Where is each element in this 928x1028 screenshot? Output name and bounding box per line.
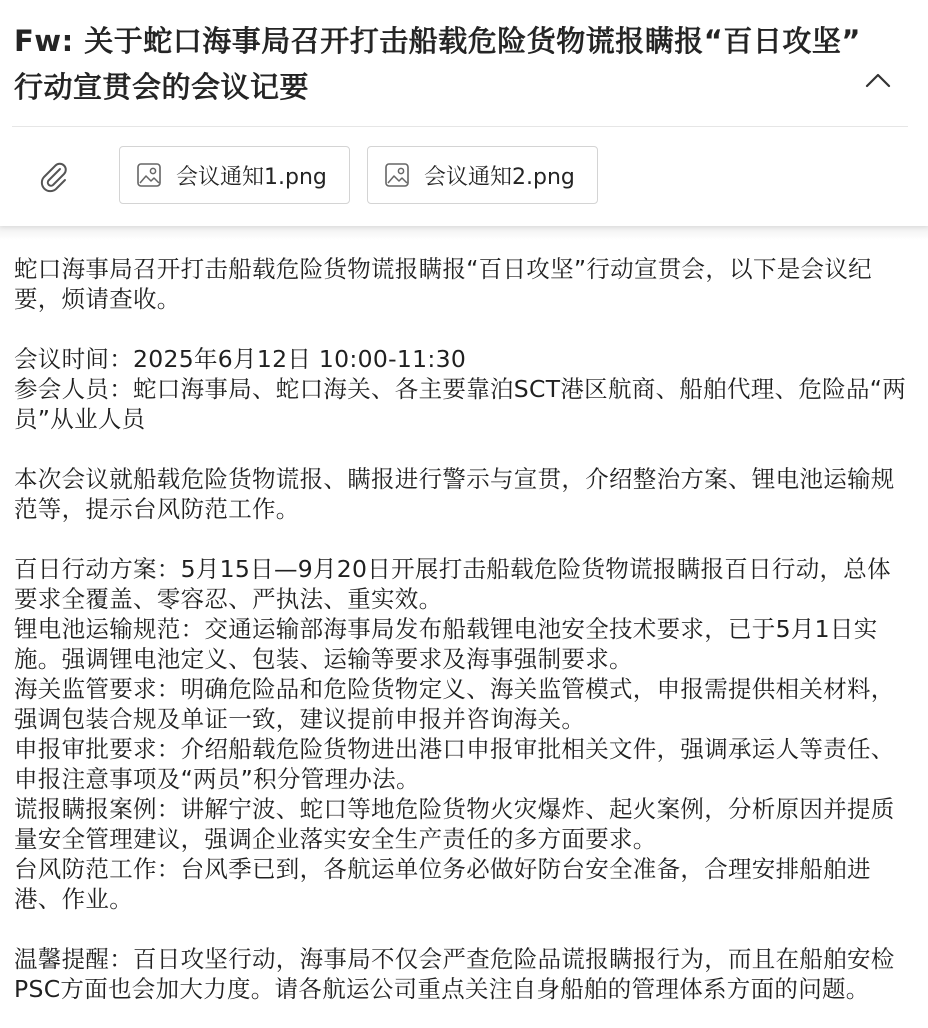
intro-paragraph: 蛇口海事局召开打击船载危险货物谎报瞒报“百日攻坚”行动宣贯会，以下是会议纪要，烦请查收。 (14, 255, 872, 313)
attachments-bar (0, 146, 928, 206)
chevron-up-icon (865, 72, 891, 88)
agenda-item: 百日行动方案：5月15日—9月20日开展打击船载危险货物谎报瞒报百日行动，总体要求全覆盖、零容忍、严执法、重实效。 (14, 555, 891, 613)
agenda-item: 谎报瞒报案例：讲解宁波、蛇口等地危险货物火灾爆炸、起火案例，分析原因并提质量安全管理建议，强调企业落实安全生产责任的多方面要求。 (14, 795, 895, 853)
message-body (14, 254, 914, 1004)
agenda-item: 申报审批要求：介绍船载危险货物进出港口申报审批相关文件，强调承运人等责任、申报注意事项及“两员”积分管理办法。 (14, 735, 895, 793)
image-file-icon (384, 162, 410, 188)
subject-line-2: 行动宣贯会的会议记要 (14, 70, 310, 104)
message-subject (14, 18, 894, 110)
header-divider (12, 126, 908, 127)
paperclip-icon (36, 160, 72, 196)
header-shadow (0, 226, 928, 240)
agenda-item: 海关监管要求：明确危险品和危险货物定义、海关监管模式，申报需提供相关材料，强调包装合规及单证一致，建议提前申报并咨询海关。 (14, 675, 895, 733)
agenda-item: 锂电池运输规范：交通运输部海事局发布船载锂电池安全技术要求，已于5月1日实施。强调锂电池定义、包装、运输等要求及海事强制要求。 (14, 615, 878, 673)
attachment-chip-1[interactable] (119, 146, 350, 204)
image-file-icon (136, 162, 162, 188)
collapse-button[interactable] (858, 62, 898, 98)
summary-paragraph: 本次会议就船载危险货物谎报、瞒报进行警示与宣贯，介绍整治方案、锂电池运输规范等，提示台风防范工作。 (14, 465, 895, 523)
attendees: 参会人员：蛇口海事局、蛇口海关、各主要靠泊SCT港区航商、船舶代理、危险品“两员”从业人员 (14, 375, 907, 433)
attachment-name: 会议通知2.png (424, 164, 575, 190)
attachment-chip-2[interactable] (367, 146, 598, 204)
agenda-item: 台风防范工作：台风季已到，各航运单位务必做好防台安全准备，合理安排船舶进港、作业。 (14, 855, 871, 913)
subject-line-1: Fw: 关于蛇口海事局召开打击船载危险货物谎报瞒报“百日攻坚” (14, 24, 861, 58)
attachment-name: 会议通知1.png (176, 164, 327, 190)
meeting-time: 会议时间：2025年6月12日 10:00-11:30 (14, 345, 467, 373)
message-header (0, 0, 928, 226)
reminder-paragraph: 温馨提醒：百日攻坚行动，海事局不仅会严查危险品谎报瞒报行为，而且在船舶安检PSC方面也会加大力度。请各航运公司重点关注自身船舶的管理体系方面的问题。 (14, 945, 895, 1003)
